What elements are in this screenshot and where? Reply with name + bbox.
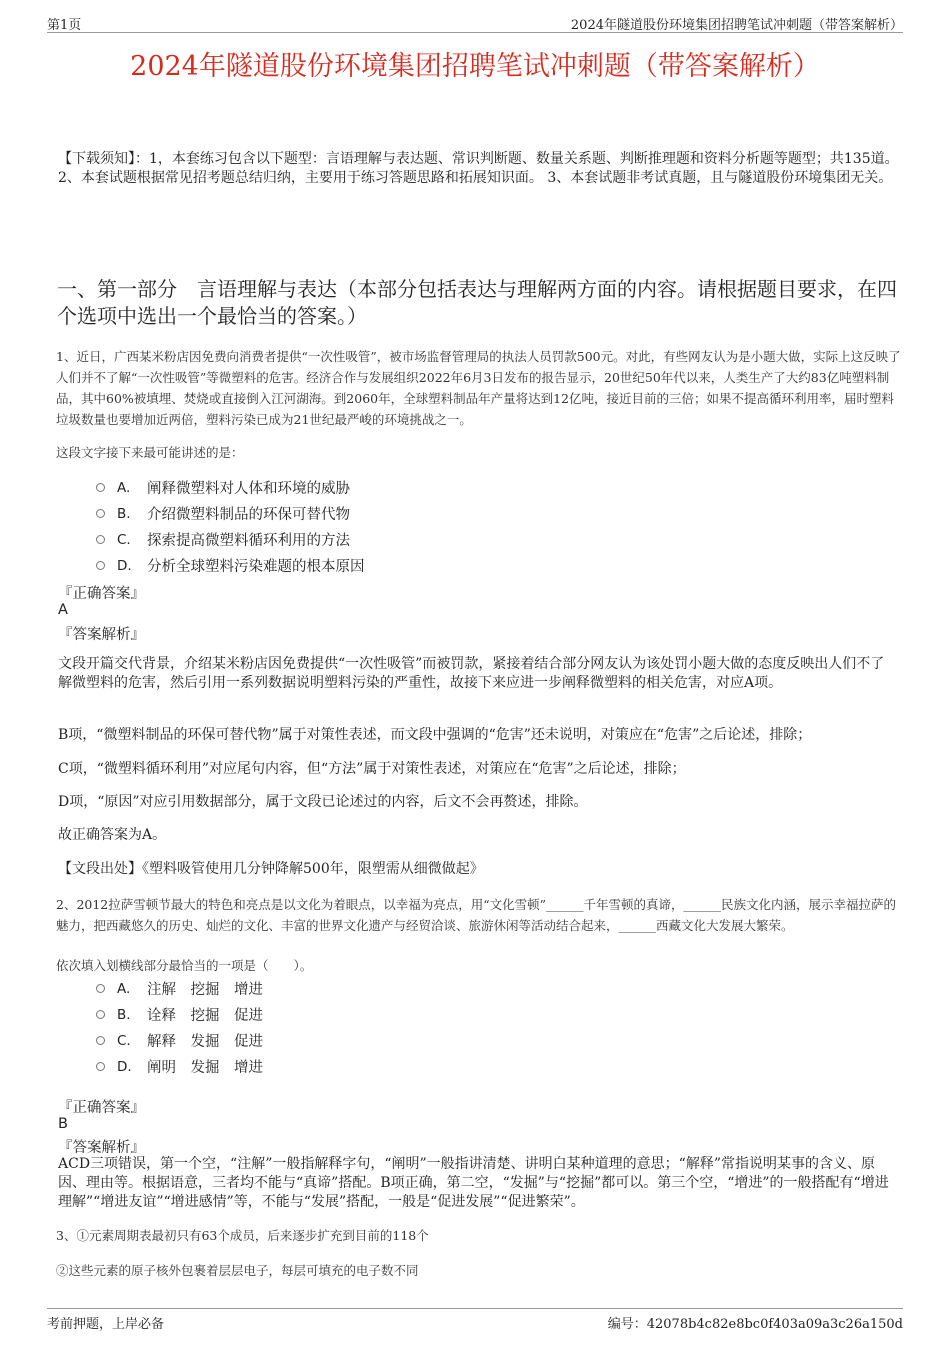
footer-divider <box>47 1308 903 1309</box>
q1-analysis-paragraph: 文段开篇交代背景，介绍某米粉店因免费提供“一次性吸管”而被罚款，紧接着结合部分网友认为该处罚小题大做的态度反映出人们不了解微塑料的危害，然后引用一系列数据说明塑料污染的严重性，故接下来应进一步阐释微塑料的相关危害，对应A项。 <box>58 656 885 691</box>
q1-answer: A <box>58 602 68 618</box>
q1-option-c[interactable] <box>96 529 350 550</box>
q2-option-c[interactable] <box>96 1030 263 1051</box>
footer-slogan: 考前押题，上岸必备 <box>47 1317 165 1332</box>
radio-icon[interactable] <box>96 561 105 570</box>
q2-answer: B <box>58 1116 68 1132</box>
question-1-prompt: 这段文字接下来最可能讲述的是： <box>56 445 244 460</box>
radio-icon[interactable] <box>96 483 105 492</box>
q1-answer-label: 『正确答案』 <box>58 586 145 602</box>
footer-doc-id: 编号：42078b4c82e8bc0f403a09a3c26a150d <box>607 1317 903 1332</box>
header-page-label: 第1页 <box>47 18 82 33</box>
q1-source: 【文段出处】《塑料吸管使用几分钟降解500年，限塑需从细微做起》 <box>58 861 484 877</box>
radio-icon[interactable] <box>96 1036 105 1045</box>
q2-option-b[interactable] <box>96 1004 263 1025</box>
q1-analysis-paragraph: D项，“原因”对应引用数据部分，属于文段已论述过的内容，后文不会再赘述，排除。 <box>58 794 588 810</box>
option-text: 探索提高微塑料循环利用的方法 <box>147 533 350 549</box>
option-letter: A. <box>117 479 131 496</box>
question-2-prompt: 依次填入划横线部分最恰当的一项是（ ）。 <box>56 958 313 973</box>
q1-option-a[interactable] <box>96 477 350 498</box>
option-letter: B. <box>117 505 131 522</box>
option-text: 诠释 挖掘 促进 <box>147 1008 263 1024</box>
radio-icon[interactable] <box>96 1010 105 1019</box>
question-3-line-1: 3、①元素周期表最初只有63个成员，后来逐步扩充到目前的118个 <box>56 1228 429 1243</box>
radio-icon[interactable] <box>96 1062 105 1071</box>
option-letter: D. <box>117 557 132 574</box>
radio-icon[interactable] <box>96 984 105 993</box>
question-1-text: 1、近日，广西某米粉店因免费向消费者提供“一次性吸管”，被市场监督管理局的执法人员罚款500元。对此，有些网友认为是小题大做，实际上这反映了人们并不了解“一次性吸管”等微塑料的危害。经济合作与发展组织2022年6月3日发布的报告显示，20世纪50年代以来，人类生产了大约83亿吨塑料制品，其中60%被填埋、焚烧或直接倒入江河湖海。到2060年，全球塑料制品年产量将达到12亿吨，接近目前的三倍；如果不提高循环利用率，届时塑料垃圾数量也要增加近两倍，塑料污染已成为21世纪最严峻的环境挑战之一。 <box>56 349 901 427</box>
option-letter: C. <box>117 1032 131 1049</box>
q1-analysis-paragraph: B项，“微塑料制品的环保可替代物”属于对策性表述，而文段中强调的“危害”还未说明，对策应在“危害”之后论述，排除； <box>58 727 812 743</box>
header-doc-title: 2024年隧道股份环境集团招聘笔试冲刺题（带答案解析） <box>570 18 903 33</box>
question-3-line-2: ②这些元素的原子核外包裹着层层电子，每层可填充的电子数不同 <box>56 1263 419 1278</box>
option-text: 介绍微塑料制品的环保可替代物 <box>147 507 350 523</box>
option-letter: A. <box>117 980 131 997</box>
q1-analysis-label: 『答案解析』 <box>58 627 145 643</box>
q2-analysis-label: 『答案解析』 <box>58 1140 145 1156</box>
q1-option-b[interactable] <box>96 503 350 524</box>
option-letter: C. <box>117 531 131 548</box>
q1-analysis-paragraph: 故正确答案为A。 <box>58 827 167 843</box>
q1-analysis-paragraph: C项，“微塑料循环利用”对应尾句内容，但“方法”属于对策性表述，对策应在“危害”之后论述，排除； <box>58 761 686 777</box>
option-text: 解释 发掘 促进 <box>147 1034 263 1050</box>
section-heading: 一、第一部分 言语理解与表达（本部分包括表达与理解两方面的内容。请根据题目要求，在四个选项中选出一个最恰当的答案。） <box>57 277 897 328</box>
radio-icon[interactable] <box>96 509 105 518</box>
page-title: 2024年隧道股份环境集团招聘笔试冲刺题（带答案解析） <box>130 51 820 82</box>
question-2-text: 2、2012拉萨雪顿节最大的特色和亮点是以文化为着眼点，以幸福为亮点，用“文化雪顿”______千年雪顿的真谛，______民族文化内涵，展示幸福拉萨的魅力，把西藏悠久的历史、灿烂的文化、丰富的世界文化遗产与经贸洽谈、旅游休闲等活动结合起来，______西藏文化大发展大繁荣。 <box>56 897 897 933</box>
q2-answer-label: 『正确答案』 <box>58 1100 145 1116</box>
option-letter: B. <box>117 1006 131 1023</box>
option-text: 阐明 发掘 增进 <box>147 1060 263 1076</box>
q2-option-d[interactable] <box>96 1056 263 1077</box>
download-notice: 【下载须知】：1，本套练习包含以下题型：言语理解与表达题、常识判断题、数量关系题、判断推理题和资料分析题等题型；共135道。 2、本套试题根据常见招考题总结归纳，主要用于练习答题思路和拓展知识面。 3、本套试题非考试真题，且与隧道股份环境集团无关。 <box>58 151 899 186</box>
option-text: 注解 挖掘 增进 <box>147 982 263 998</box>
q2-option-a[interactable] <box>96 978 263 999</box>
header-divider <box>47 32 903 33</box>
q1-option-d[interactable] <box>96 555 365 576</box>
option-letter: D. <box>117 1058 132 1075</box>
q2-analysis-paragraph: ACD三项错误，第一个空，“注解”一般指解释字句，“阐明”一般指讲清楚、讲明白某种道理的意思；“解释”常指说明某事的含义、原因、理由等。根据语意，三者均不能与“真谛”搭配。B项正确，第二空，“发掘”与“挖掘”都可以。第三个空，“增进”的一般搭配有“增进理解”“增进友谊”“增进感情”等，不能与“发展”搭配，一般是“促进发展”“促进繁荣”。 <box>58 1156 889 1210</box>
radio-icon[interactable] <box>96 535 105 544</box>
option-text: 分析全球塑料污染难题的根本原因 <box>147 559 365 575</box>
option-text: 阐释微塑料对人体和环境的威胁 <box>147 481 350 497</box>
